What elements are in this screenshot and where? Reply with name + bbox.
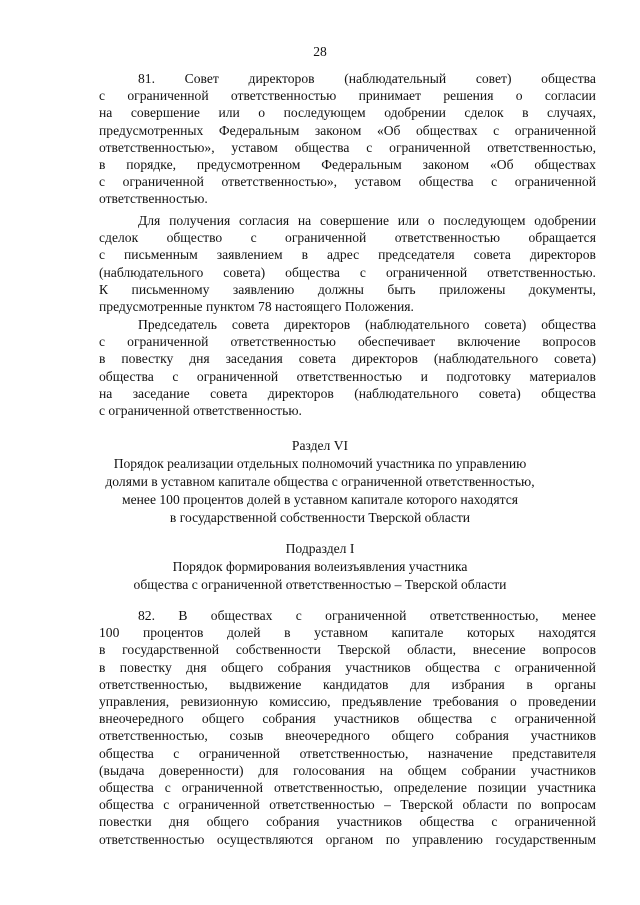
paragraph-81-line: 81. Совет директоров (наблюдательный совет) общества: [138, 71, 596, 86]
section-title-line: долями в уставном капитале общества с ограниченной ответственностью,: [105, 474, 535, 489]
paragraph-81b-line: сделок общество с ограниченной ответственностью обращается: [99, 230, 596, 246]
paragraph-81c-line: в повестку дня заседания совета директоров (наблюдательного совета): [99, 351, 596, 367]
paragraph-81-line: ответственностью», уставом общества с ограниченной ответственностью,: [99, 139, 596, 155]
paragraph-81b-line: предусмотренные пунктом 78 настоящего Положения.: [99, 299, 414, 314]
paragraph-81b-line: с письменным заявлением в адрес председателя совета директоров: [99, 247, 596, 263]
paragraph-82-line: общества с ограниченной ответственностью, назначение представителя: [99, 745, 596, 761]
paragraph-81-line: ответственностью.: [99, 191, 208, 207]
paragraph-81-line: с ограниченной ответственностью принимает решения о согласии: [99, 88, 596, 104]
paragraph-81b-line: К письменному заявлению должны быть приложены документы,: [99, 281, 596, 297]
paragraph-82-line: 82. В обществах с ограниченной ответственностью, менее: [138, 608, 596, 623]
paragraph-82-line: повестки дня общего собрания участников общества с ограниченной: [99, 814, 596, 830]
subsection-title-line: общества с ограниченной ответственностью – Тверской области: [133, 577, 507, 592]
paragraph-81c-line: Председатель совета директоров (наблюдательного совета) общества: [138, 317, 596, 332]
paragraph-82-line: управления, ревизионную комиссию, предъявление требования о проведении: [99, 694, 596, 709]
paragraph-82-line: общества с ограниченной ответственностью – Тверской области по вопросам: [99, 797, 596, 813]
section-label: Раздел VI: [291, 438, 349, 453]
paragraph-81c-line: с ограниченной ответственностью обеспечивает включение вопросов: [99, 334, 596, 350]
paragraph-81-line: предусмотренных Федеральным законом «Об обществах с ограниченной: [99, 122, 596, 138]
paragraph-81c-line: на заседание совета директоров (наблюдательного совета) общества: [99, 385, 596, 401]
paragraph-81-line: в порядке, предусмотренном Федеральным законом «Об обществах: [99, 157, 596, 172]
paragraph-82-line: ответственностью осуществляются органом по управлению государственным: [99, 831, 596, 847]
section-title-line: в государственной собственности Тверской области: [169, 510, 471, 525]
page-number: 28: [313, 44, 327, 59]
paragraph-82-line: в повестку дня общего собрания участников общества с ограниченной: [99, 659, 596, 675]
section-title-line: менее 100 процентов долей в уставном капитале которого находятся: [122, 492, 518, 507]
paragraph-82-line: ответственностью, выдвижение кандидатов для избрания в органы: [99, 676, 596, 692]
paragraph-81c-line: с ограниченной ответственностью.: [99, 403, 302, 418]
paragraph-81-line: с ограниченной ответственностью», уставом общества с ограниченной: [99, 174, 596, 190]
paragraph-82-line: в государственной собственности Тверской области, внесение вопросов: [99, 642, 596, 658]
paragraph-82-line: ответственностью, созыв внеочередного общего собрания участников: [99, 728, 596, 744]
subsection-label: Подраздел I: [285, 541, 355, 556]
paragraph-81b-line: Для получения согласия на совершение или о последующем одобрении: [138, 213, 596, 228]
subsection-title-line: Порядок формирования волеизъявления участника: [172, 559, 468, 574]
paragraph-81b-line: (наблюдательного совета) общества с ограниченной ответственностью.: [99, 264, 596, 280]
paragraph-81c-line: общества с ограниченной ответственностью и подготовку материалов: [99, 368, 596, 384]
section-title-line: Порядок реализации отдельных полномочий участника по управлению: [113, 456, 527, 471]
paragraph-82-line: 100 процентов долей в уставном капитале которых находятся: [99, 625, 596, 641]
paragraph-82-line: внеочередного общего собрания участников общества с ограниченной: [99, 711, 596, 727]
paragraph-82-line: (выдача доверенности) для голосования на общем собрании участников: [99, 762, 596, 778]
paragraph-81-line: на совершение или о последующем одобрении сделок в случаях,: [99, 105, 596, 121]
paragraph-82-line: общества с ограниченной ответственностью, определение позиции участника: [99, 780, 596, 795]
